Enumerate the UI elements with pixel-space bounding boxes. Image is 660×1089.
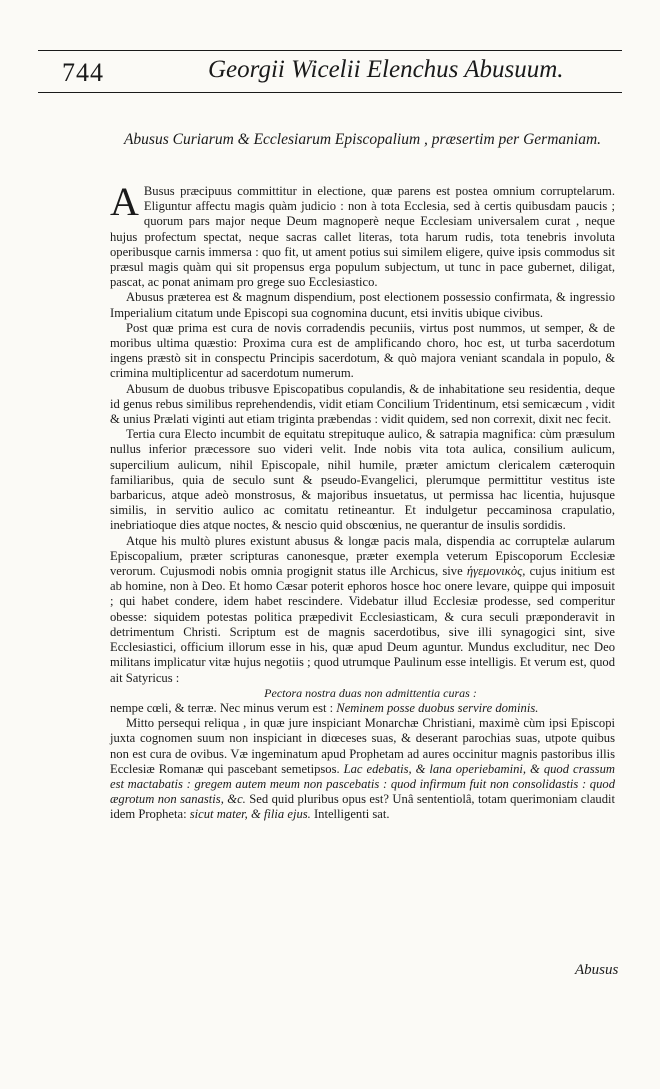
paragraph-8-text-c: Intelligenti sat. (313, 807, 390, 822)
paragraph-3: Post quæ prima est cura de novis corradendis pecuniis, virtus post nummos, ut semper, & de moribus ultima quæstio: Proxima cura est de amplificando choro, hoc est, ut turba sacerdotum ingens præstò sit in conspectu Principis sacerdotum, & quò majora veniant scandala in populo, & crimina multiplicentur ad sacerdotum numerum. (110, 320, 615, 381)
page-number: 744 (62, 58, 104, 87)
prophet-quote: Lac edebatis, & lana operiebamini, & quod crassum est mactabatis : gregem autem meum non pascebatis : quod infirmum fuit non consolidastis : quod ægrotum non sanastis, &c. (110, 761, 615, 807)
top-rule (38, 50, 622, 51)
scripture-quote: Neminem posse duobus servire dominis. (336, 700, 539, 715)
paragraph-6-text-a: Atque his multò plures existunt abusus & longæ pacis mala, dispendia ac corruptelæ aularum Episcopalium, præter scripturas canonesque, præter exempla veterum Episcoporum Ecclesiæ verorum. Cujusmodi nobis omnia progignit status ille Archicus, sive (110, 533, 615, 579)
prophet-quote-2: sicut mater, & filia ejus. (189, 807, 311, 822)
drop-cap: A (110, 179, 139, 224)
section-title: Abusus Curiarum & Ecclesiarum Episcopalium , præsertim per Germaniam. (123, 131, 602, 148)
greek-word: ἡγεμονικὸς (466, 564, 523, 579)
running-head: Georgii Wicelii Elenchus Abusuum. (208, 56, 564, 83)
paragraph-8 (110, 716, 615, 822)
paragraph-7-text: nempe cœli, & terræ. Nec minus verum est : (110, 700, 334, 715)
header-rule (38, 92, 622, 93)
paragraph-8-text-a: Mitto persequi reliqua , in quæ jure inspiciant Monarchæ Christiani, maximè cùm ipsi Episcopi juxta cognomen suum non inspiciant in diœceses suas, & deserant parochias suas, utpote quibus non est cura de ovibus. Væ ingeminatum apud Prophetam ad aures occinitur magnis pastoribus illis Ecclesiæ Romanæ qui pascebant semetipsos. (110, 716, 615, 776)
paragraph-6 (110, 534, 615, 686)
paragraph-4: Abusum de duobus tribusve Episcopatibus copulandis, & de inhabitatione seu residentia, deque id genus rebus similibus reprehendendis, vidit etiam Concilium Tridentinum, etsi semicæcum , vidit & unius Prælati viginti aut etiam triginta præbendas : vidit quidem, sed non correxit, dixit nec fecit. (110, 381, 615, 427)
catchword: Abusus (575, 962, 619, 978)
paragraph-8-text-b: Sed quid pluribus opus est? Unâ sententiolâ, totam querimoniam claudit idem Propheta: (110, 792, 615, 822)
paragraph-1-text: Busus præcipuus committitur in electione, quæ parens est postea omnium corruptelarum. Eliguntur affectu magis quàm judicio : non à tota Ecclesia, sed à certis quibusdam paucis ; quorum pars major neque Deum magnoperè neque Ecclesiam universalem curat , neque hujus profectum spectat, neque sacras callet literas, tota harum rudis, tota tenebris involuta operibusque carnis immersa : quo fit, ut ament potius sui similem eligere, quive ipsis commodus sit præsul magis quàm qui sit propensus erga populum subjectum, ut tunc in pace gubernet, diligat, pascat, ac ponat animam pro grege suo Ecclesiastico. (110, 184, 615, 290)
paragraph-5: Tertia cura Electo incumbit de equitatu strepituque aulico, & satrapia magnifica: cùm præsulum nullus inferior præcessore suo videri velit. Inde nobis vita tota aulica, consilium aulicum, supercilium aulicum, nihil Episcopale, nihil humile, præter amictum clericalem cæteroquin familiaribus, quia de seculo sunt & pseudo-Evangelici, plerumque permittitur vestitus iste barbaricus, atque adeò monstrosus, & majoribus insuetatus, ut permissa hac licentia, hujusque similis, in servitio aulico ac comitatu retineantur. Et indulgetur peccaminosa crapulatio, inebriatioque dies atque noctes, & nescio quid obscœnius, ne querantur de insulis sordidis. (110, 427, 615, 533)
verse-quote: Pectora nostra duas non admittentia curas : (264, 685, 477, 700)
paragraph-6-text-b: , cujus initium est ab homine, non à Deo. Et homo Cæsar poterit ephoros hosce hoc onere levare, quippe qui imposuit ; qui habet condere, idem habet rescindere. Videbatur illud Ecclesiæ prodesse, sed comperitur obesse: siquidem potestas politica præpedivit Ecclesiasticam, & cura seculi præponderavit in detrimentum Christi. Scriptum est de magnis sacerdotibus, sive illi synagogici sint, sive Ecclesiastici, officium illorum esse in his, quæ apud Deum aguntur. Mundus excluditur, nec Deo militans implicatur vitæ hujus negotiis ; quod utrumque Paulinum esse intelligis. Et verum est, quod ait Satyricus : (110, 564, 616, 685)
paragraph-7 (110, 701, 615, 716)
paragraph-2: Abusus præterea est & magnum dispendium, post electionem possessio confirmata, & ingressio Imperialium citatum unde Episcopi sua cognomina ducunt, etsi invitis ubique civibus. (110, 290, 615, 320)
paragraph-1 (110, 179, 615, 290)
body-text (110, 179, 616, 823)
